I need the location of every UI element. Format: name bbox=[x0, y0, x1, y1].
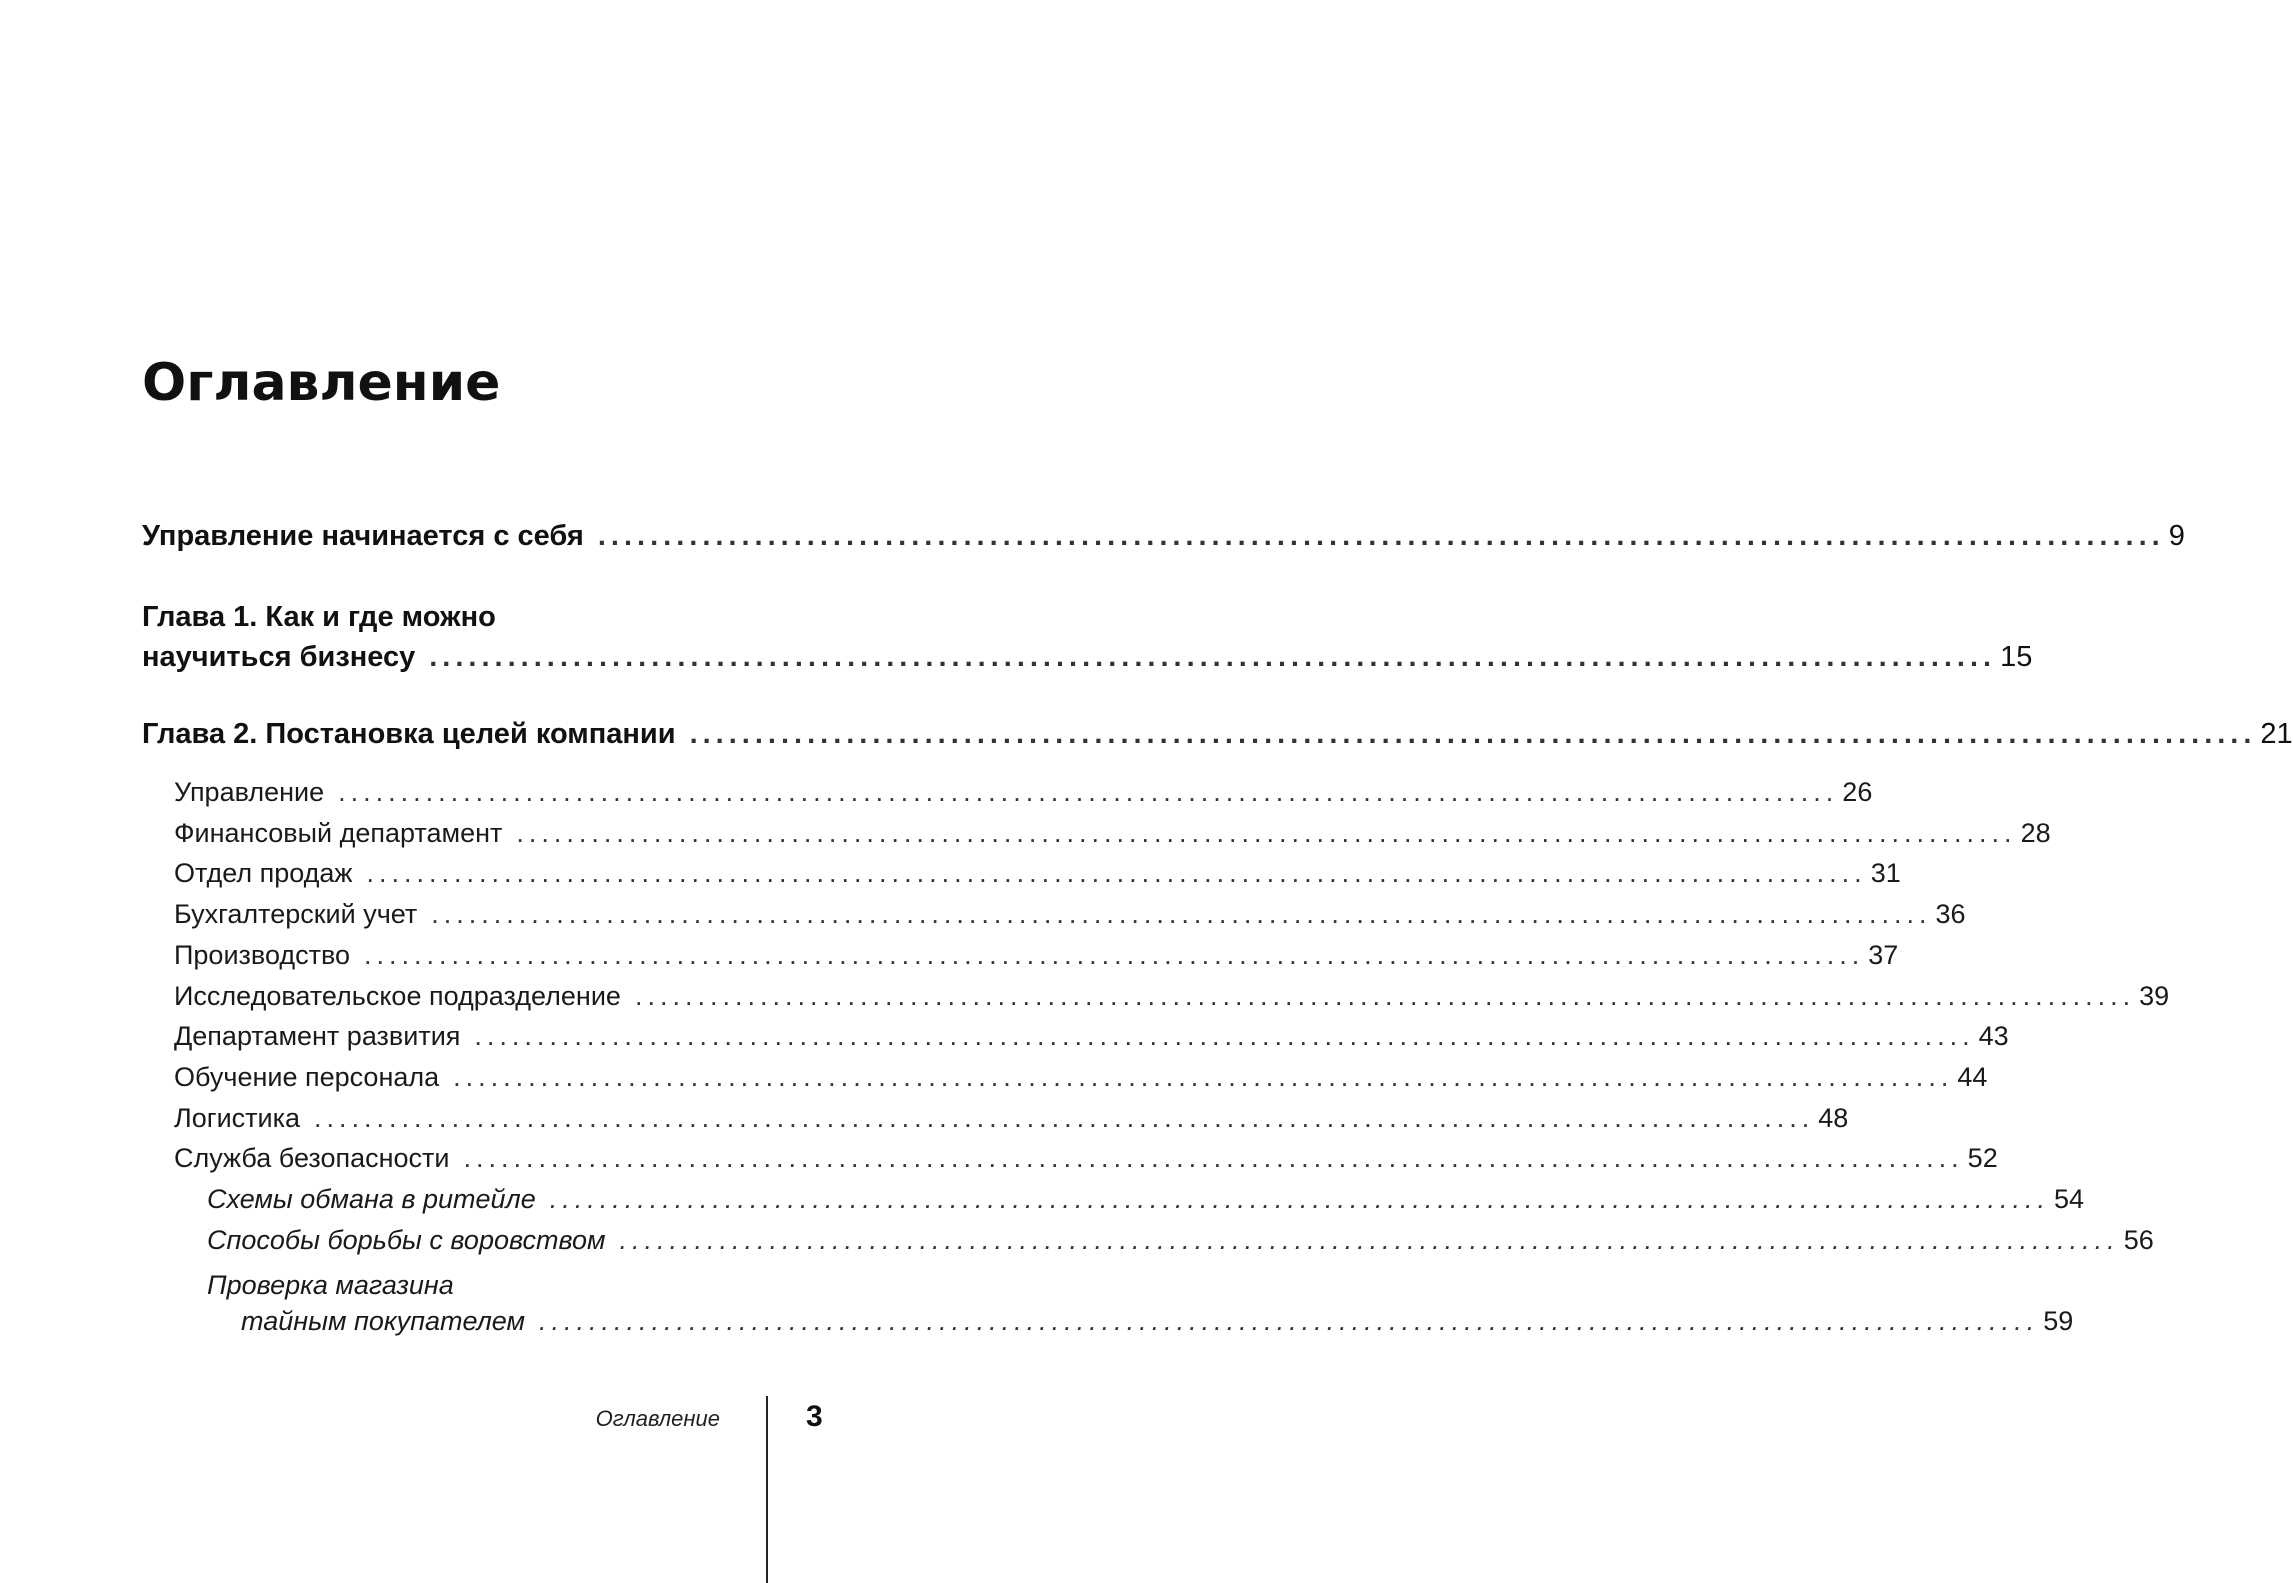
toc-entry[interactable] bbox=[142, 718, 2293, 758]
toc-entry[interactable] bbox=[174, 940, 1899, 980]
toc-entry[interactable] bbox=[174, 1021, 2009, 1061]
toc-entry-page: 44 bbox=[1957, 1062, 1988, 1092]
toc-entry-page: 48 bbox=[1818, 1103, 1849, 1133]
toc-entry-page: 37 bbox=[1868, 940, 1899, 970]
running-footer-section: Оглавление bbox=[595, 1406, 720, 1431]
toc-entry-page: 36 bbox=[1935, 899, 1966, 929]
page-number: 3 bbox=[806, 1400, 823, 1433]
toc-entry-title: Логистика bbox=[174, 1103, 301, 1133]
toc-entry[interactable] bbox=[174, 981, 2170, 1021]
toc-leader-dots: ........................................................................................................................ bbox=[619, 1225, 2120, 1255]
toc-leader-dots: ........................................................................................................................ bbox=[314, 1103, 1815, 1133]
toc-entry-page: 39 bbox=[2139, 981, 2170, 1011]
footer-divider bbox=[766, 1396, 768, 1583]
toc-entry-page: 56 bbox=[2123, 1225, 2154, 1255]
toc-entry-page: 9 bbox=[2168, 520, 2185, 552]
toc-leader-dots: ........................................................................................................................ bbox=[474, 1021, 1975, 1051]
toc-entry[interactable] bbox=[142, 641, 2033, 681]
toc-entry-title-line1: Проверка магазина bbox=[207, 1270, 454, 1300]
toc-entry[interactable] bbox=[241, 1306, 2074, 1346]
toc-entry-page: 15 bbox=[2000, 641, 2033, 673]
toc-entry-title: Схемы обмана в ритейле bbox=[207, 1184, 536, 1214]
toc-entry-title: тайным покупателем bbox=[241, 1306, 526, 1336]
toc-entry[interactable] bbox=[207, 1225, 2154, 1265]
toc-entry-title: Бухгалтерский учет bbox=[174, 899, 418, 929]
toc-entry[interactable] bbox=[207, 1184, 2085, 1224]
toc-entry-title: Исследовательское подразделение bbox=[174, 981, 621, 1011]
toc-entry-title: Департамент развития bbox=[174, 1021, 461, 1051]
toc-entry-title: Производство bbox=[174, 940, 351, 970]
toc-leader-dots: ........................................................................................................................ bbox=[431, 899, 1932, 929]
toc-entry[interactable] bbox=[174, 858, 1901, 898]
toc-entry[interactable] bbox=[174, 818, 2051, 858]
toc-entry-page: 54 bbox=[2053, 1184, 2085, 1214]
toc-leader-dots: ........................................................................................................................ bbox=[516, 818, 2017, 848]
toc-entry-title: Финансовый департамент bbox=[174, 818, 503, 848]
toc-entry-title: научиться бизнесу bbox=[142, 641, 416, 673]
toc-entry[interactable] bbox=[174, 1103, 1849, 1143]
toc-leader-dots: ........................................................................................................................ bbox=[634, 981, 2136, 1011]
toc-entry[interactable] bbox=[142, 520, 2185, 560]
page-title: Оглавление bbox=[142, 353, 501, 413]
toc-leader-dots: ........................................................................................................................ bbox=[366, 858, 1867, 888]
toc-entry-title-line1: Глава 1. Как и где можно bbox=[142, 601, 496, 633]
toc-leader-dots: ........................................................................................................................ bbox=[364, 940, 1865, 970]
toc-entry-page: 59 bbox=[2043, 1306, 2074, 1336]
toc-entry-page: 52 bbox=[1967, 1143, 1998, 1173]
toc-entry-page: 43 bbox=[1978, 1021, 2009, 1051]
toc-entry-page: 28 bbox=[2020, 818, 2051, 848]
toc-leader-dots: ........................................................................................................................ bbox=[338, 777, 1839, 807]
toc-entry-title: Способы борьбы с воровством bbox=[207, 1225, 606, 1255]
toc-leader-dots: ........................................................................................................................ bbox=[597, 520, 2165, 552]
toc-entry-title: Служба безопасности bbox=[174, 1143, 450, 1173]
toc-leader-dots: ........................................................................................................................ bbox=[453, 1062, 1954, 1092]
toc-entry-page: 31 bbox=[1870, 858, 1901, 888]
toc-entry-title: Управление начинается с себя bbox=[142, 520, 584, 552]
toc-entry-title: Глава 2. Постановка целей компании bbox=[142, 718, 676, 750]
toc-entry-title: Обучение персонала bbox=[174, 1062, 440, 1092]
toc-entry-page: 21 bbox=[2260, 718, 2293, 750]
toc-entry-title: Отдел продаж bbox=[174, 858, 353, 888]
toc-leader-dots: ........................................................................................................................ bbox=[429, 641, 1997, 673]
toc-entry[interactable] bbox=[174, 777, 1873, 817]
toc-entry-page: 26 bbox=[1842, 777, 1873, 807]
toc-leader-dots: ........................................................................................................................ bbox=[549, 1184, 2050, 1214]
toc-entry[interactable] bbox=[174, 899, 1966, 939]
toc-leader-dots: ........................................................................................................................ bbox=[539, 1306, 2040, 1336]
toc-entry[interactable] bbox=[174, 1143, 1998, 1183]
toc-entry[interactable] bbox=[174, 1062, 1988, 1102]
toc-leader-dots: ........................................................................................................................ bbox=[689, 718, 2257, 750]
toc-entry-title: Управление bbox=[174, 777, 325, 807]
toc-leader-dots: ........................................................................................................................ bbox=[463, 1143, 1964, 1173]
